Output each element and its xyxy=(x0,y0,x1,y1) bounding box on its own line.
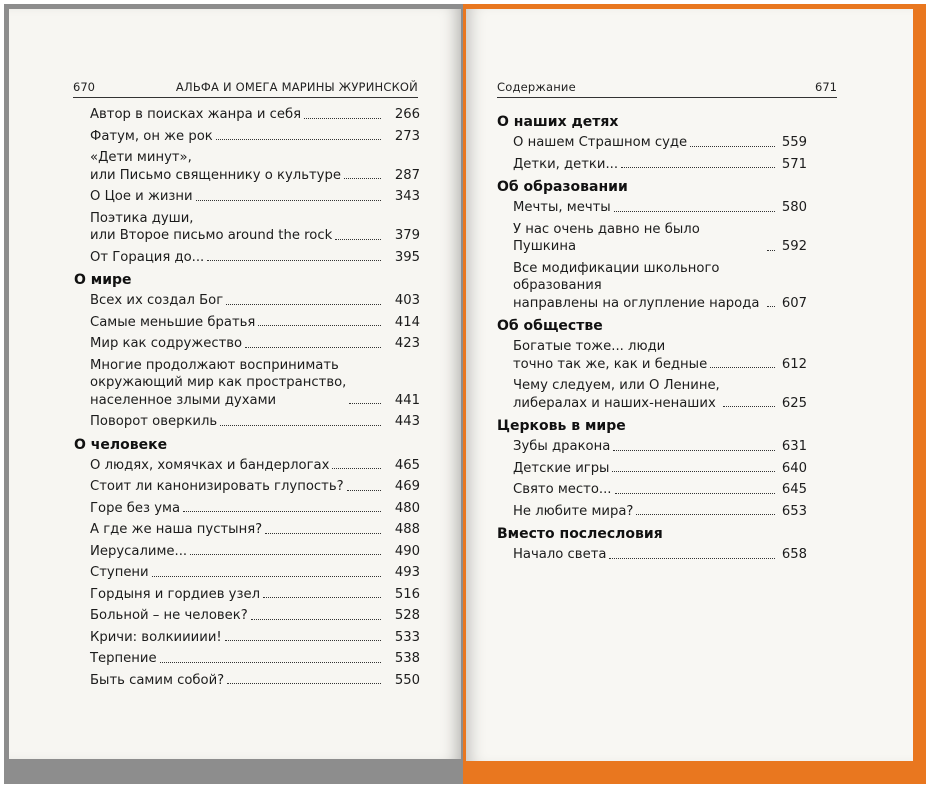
entry-page-number: 612 xyxy=(781,356,807,372)
dot-leader xyxy=(767,306,775,307)
toc-entry xyxy=(497,481,807,499)
right-toc xyxy=(497,108,807,568)
toc-entry xyxy=(497,546,807,564)
entry-title: Иерусалиме... xyxy=(90,543,188,559)
dot-leader xyxy=(332,468,381,469)
right-page-number: 671 xyxy=(815,80,837,94)
dot-leader xyxy=(216,139,381,140)
dot-leader xyxy=(207,260,381,261)
entry-title: Самые меньшие братья xyxy=(90,314,256,330)
dot-leader xyxy=(226,304,381,305)
entry-page-number: 640 xyxy=(781,460,807,476)
entry-page-number: 631 xyxy=(781,439,807,454)
toc-entry xyxy=(74,500,420,518)
entry-page-number: 395 xyxy=(394,249,420,265)
toc-entry xyxy=(74,128,420,146)
entry-page-number: 469 xyxy=(394,479,420,494)
toc-entry xyxy=(74,672,420,690)
toc-entry xyxy=(74,210,420,245)
entry-page-number: 607 xyxy=(781,295,807,311)
entry-page-number: 658 xyxy=(781,547,807,562)
dot-leader xyxy=(609,558,775,559)
entry-page-number: 516 xyxy=(394,586,420,602)
dot-leader xyxy=(227,683,381,684)
left-page-number: 670 xyxy=(73,80,95,94)
toc-entry xyxy=(74,607,420,625)
entry-page-number: 493 xyxy=(394,565,420,580)
right-running-title: Содержание xyxy=(497,80,576,94)
entry-title: О людях, хомячках и бандерлогах xyxy=(90,457,330,473)
entry-page-number: 550 xyxy=(394,672,420,688)
section-title: Церковь в мире xyxy=(497,418,626,434)
entry-page-number: 533 xyxy=(394,629,420,645)
section-title: Об обществе xyxy=(497,318,603,334)
entry-page-number: 379 xyxy=(394,228,420,243)
section-title: О человеке xyxy=(74,436,168,453)
toc-entry xyxy=(74,413,420,431)
toc-entry xyxy=(74,521,420,539)
entry-page-number: 465 xyxy=(394,457,420,473)
entry-title: У нас очень давно не было Пушкина xyxy=(513,221,700,254)
toc-entry xyxy=(497,260,807,313)
entry-page-number: 480 xyxy=(394,500,420,516)
toc-entry xyxy=(497,221,807,256)
entry-title: Автор в поисках жанра и себя xyxy=(90,107,302,122)
dot-leader xyxy=(183,511,381,512)
dot-leader xyxy=(225,640,381,641)
dot-leader xyxy=(636,514,775,515)
left-toc xyxy=(74,106,420,693)
entry-title: Гордыня и гордиев узел xyxy=(90,586,261,602)
entry-page-number: 273 xyxy=(394,128,420,144)
toc-entry xyxy=(74,335,420,353)
toc-entry xyxy=(74,586,420,604)
dot-leader xyxy=(304,118,381,119)
dot-leader xyxy=(347,490,381,491)
entry-page-number: 528 xyxy=(394,608,420,623)
entry-title: Ступени xyxy=(90,565,149,580)
entry-title: Богатые тоже... люди точно так же, как и бедные xyxy=(513,339,708,372)
entry-page-number: 592 xyxy=(781,239,807,254)
entry-title: Детские игры xyxy=(513,460,610,476)
entry-title: «Дети минут», или Письмо священнику о культуре xyxy=(90,150,341,183)
toc-entry xyxy=(74,314,420,332)
entry-title: А где же наша пустыня? xyxy=(90,522,263,537)
toc-entry xyxy=(74,249,420,267)
left-running-head xyxy=(73,80,418,98)
entry-title: Начало света xyxy=(513,547,607,562)
entry-title: Поэтика души, или Второе письмо around the rock xyxy=(90,210,333,243)
entry-page-number: 287 xyxy=(394,167,420,183)
toc-entry xyxy=(497,199,807,217)
right-running-head xyxy=(497,80,837,98)
section-title: Вместо послесловия xyxy=(497,526,663,542)
entry-title: Мечты, мечты xyxy=(513,200,611,215)
entry-title: Многие продолжают воспринимать окружающий мир как пространство, населенное злыми духами xyxy=(90,357,347,408)
dot-leader xyxy=(265,533,381,534)
section-title: Об образовании xyxy=(497,179,628,195)
toc-entry xyxy=(74,357,420,410)
dot-leader xyxy=(767,250,775,251)
dot-leader xyxy=(710,367,775,368)
entry-page-number: 490 xyxy=(394,543,420,559)
entry-page-number: 403 xyxy=(394,293,420,308)
dot-leader xyxy=(196,200,381,201)
entry-title: Мир как содружество xyxy=(90,336,243,351)
toc-entry xyxy=(74,478,420,496)
toc-entry xyxy=(497,156,807,174)
entry-title: Больной – не человек? xyxy=(90,608,248,623)
dot-leader xyxy=(613,450,775,451)
dot-leader xyxy=(690,146,775,147)
entry-page-number: 423 xyxy=(394,336,420,351)
entry-page-number: 414 xyxy=(394,314,420,330)
entry-title: Чему следуем, или О Ленине, либералах и наших-ненаших xyxy=(513,378,720,411)
dot-leader xyxy=(612,471,775,472)
entry-page-number: 645 xyxy=(781,482,807,497)
dot-leader xyxy=(263,597,381,598)
entry-page-number: 343 xyxy=(394,189,420,204)
entry-title: Стоит ли канонизировать глупость? xyxy=(90,479,344,494)
left-running-title: АЛЬФА И ОМЕГА МАРИНЫ ЖУРИНСКОЙ xyxy=(175,80,418,94)
entry-title: Быть самим собой? xyxy=(90,672,225,688)
dot-leader xyxy=(190,554,381,555)
entry-title: От Горация до... xyxy=(90,249,205,265)
entry-page-number: 266 xyxy=(394,107,420,122)
entry-title: Всех их создал Бог xyxy=(90,293,224,308)
dot-leader xyxy=(614,211,775,212)
entry-title: Поворот оверкиль xyxy=(90,414,218,429)
toc-entry xyxy=(74,149,420,184)
dot-leader xyxy=(349,403,381,404)
dot-leader xyxy=(621,167,775,168)
toc-entry xyxy=(74,292,420,310)
entry-title: Не любите мира? xyxy=(513,503,634,519)
entry-title: Терпение xyxy=(90,651,157,666)
dot-leader xyxy=(245,347,381,348)
toc-entry xyxy=(497,134,807,152)
entry-page-number: 538 xyxy=(394,651,420,666)
entry-page-number: 625 xyxy=(781,395,807,411)
toc-entry xyxy=(497,503,807,521)
entry-title: О Цое и жизни xyxy=(90,189,193,204)
toc-entry xyxy=(74,629,420,647)
entry-page-number: 488 xyxy=(394,522,420,537)
entry-title: Свято место... xyxy=(513,482,612,497)
section-title: О наших детях xyxy=(497,114,619,130)
toc-entry xyxy=(497,438,807,456)
entry-page-number: 571 xyxy=(781,156,807,172)
dot-leader xyxy=(160,662,381,663)
toc-entry xyxy=(497,338,807,373)
entry-title: Детки, детки... xyxy=(513,156,619,172)
toc-entry xyxy=(74,543,420,561)
entry-page-number: 653 xyxy=(781,503,807,519)
entry-page-number: 580 xyxy=(781,200,807,215)
entry-page-number: 441 xyxy=(394,392,420,408)
toc-entry xyxy=(74,650,420,668)
toc-entry xyxy=(74,106,420,124)
entry-title: Зубы дракона xyxy=(513,439,611,454)
dot-leader xyxy=(335,239,381,240)
toc-entry xyxy=(74,564,420,582)
dot-leader xyxy=(344,178,381,179)
toc-entry xyxy=(74,188,420,206)
entry-title: Горе без ума xyxy=(90,500,181,516)
toc-entry xyxy=(497,460,807,478)
section-title: О мире xyxy=(74,272,132,288)
dot-leader xyxy=(152,576,381,577)
toc-entry xyxy=(74,457,420,475)
dot-leader xyxy=(258,325,381,326)
entry-title: О нашем Страшном суде xyxy=(513,135,688,150)
dot-leader xyxy=(220,425,381,426)
toc-entry xyxy=(497,377,807,412)
entry-title: Кричи: волкиииии! xyxy=(90,629,222,645)
dot-leader xyxy=(251,619,381,620)
entry-page-number: 559 xyxy=(781,135,807,150)
entry-title: Фатум, он же рок xyxy=(90,128,213,144)
entry-title: Все модификации школьного образования направлены на оглупление народа xyxy=(513,260,760,311)
entry-page-number: 443 xyxy=(394,414,420,429)
dot-leader xyxy=(615,493,776,494)
dot-leader xyxy=(723,406,775,407)
